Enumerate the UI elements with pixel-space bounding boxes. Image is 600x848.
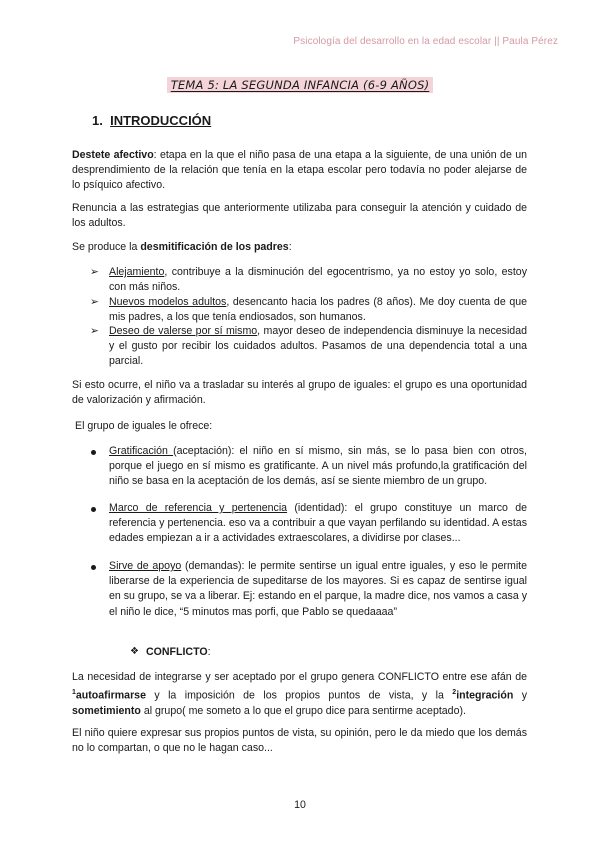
dot-item-term: Sirve de apoyo [109, 560, 182, 572]
running-header: Psicología del desarrollo en la edad escolar || Paula Pérez [293, 36, 558, 47]
title-container [0, 76, 600, 94]
arrow-bullet-icon: ➢ [90, 325, 99, 337]
term-autoafirmarse: autoafirmarse [75, 689, 146, 702]
bullet-dot-icon [91, 450, 96, 455]
term-desmitificacion: desmitificación de los padres [140, 241, 289, 253]
section-heading [92, 113, 211, 128]
arrow-bullet-icon: ➢ [90, 296, 99, 308]
arrow-item-deseo [109, 324, 527, 370]
arrow-item-term: Deseo de valerse por sí mismo [109, 325, 258, 337]
subheading-conflicto-text: CONFLICTO [146, 646, 208, 658]
p6-b: y la imposición de los propios puntos de vista, y la [145, 689, 453, 702]
arrow-item-term: Nuevos modelos adultos [109, 296, 227, 308]
paragraph-conflicto [72, 670, 527, 719]
arrow-item-alejamiento [109, 265, 527, 295]
subheading-conflicto [146, 645, 211, 660]
p3-pre: Se produce la [72, 241, 141, 253]
term-destete: Destete afectivo [72, 149, 154, 161]
section-title: INTRODUCCIÓN [110, 113, 212, 128]
dot-item-term: Marco de referencia y pertenencia [109, 502, 288, 514]
arrow-item-nuevos-modelos [109, 295, 527, 325]
paragraph-grupo-ofrece: El grupo de iguales le ofrece: [75, 420, 213, 432]
p6-c: y [513, 689, 527, 702]
dot-item-text: (identidad): el grupo constituye un marco de referencia y pertenencia. eso va a contribuir a que vayan perfilando su identidad. A estas edades empiezan a ir a actividades extraescolares, a dividirse por clases... [109, 502, 528, 545]
footnote-marker-2: 2 [452, 689, 457, 697]
dot-item-term: Gratificación [109, 445, 174, 457]
p6-a: La necesidad de integrarse y ser aceptado por el grupo genera CONFLICTO entre ese afán de [72, 671, 527, 683]
paragraph-expresar: El niño quiere expresar sus propios puntos de vista, su opinión, pero le da miedo que los demás no lo compartan, o que no le hagan caso... [72, 727, 527, 755]
dot-item-text: (demandas): le permite sentirse un igual entre iguales, y eso le permite liberarse de la experiencia de supeditarse de los mayores. Si es capaz de sentirse igual en su grupo, se va a liberar. Ej: estando en el parque, la madre dice, nos vamos a casa y el niño le dice, “5 minutos mas porfi, que Pablo se quedaaaa” [109, 560, 528, 618]
term-sometimiento: sometimiento [72, 704, 141, 717]
paragraph-renuncia: Renuncia a las estrategias que anteriormente utilizaba para conseguir la atención y cuidado de los adultos. [72, 202, 527, 230]
arrow-bullet-icon: ➢ [90, 266, 99, 278]
p6-d: al grupo( me someto a lo que el grupo dice para sentirme aceptado). [140, 704, 466, 717]
p3-post: : [288, 241, 292, 253]
paragraph-desmitificacion [72, 240, 527, 255]
section-number: 1. [92, 113, 103, 128]
paragraph-destete-text: : etapa en la que el niño pasa de una etapa a la siguiente, de una unión de un desprendimiento de la relación que tenía en la etapa escolar pero todavía no poder alejarse de lo psíquico afectivo. [72, 149, 527, 192]
footnote-marker-1: 1 [72, 689, 76, 697]
dot-item-apoyo [109, 559, 527, 620]
dot-item-gratificacion [109, 444, 527, 490]
arrow-item-text: , desencanto hacia los padres (8 años). Me doy cuenta de que mis padres, a los que tenía endiosados, son humanos. [109, 296, 527, 324]
paragraph-grupo-iguales: Si esto ocurre, el niño va a trasladar su interés al grupo de iguales: el grupo es una oportunidad de valorización y afirmación. [72, 379, 527, 407]
page-number: 10 [294, 799, 306, 811]
term-integracion: integración [456, 689, 514, 702]
paragraph-destete [72, 148, 527, 194]
bullet-dot-icon [91, 507, 96, 512]
dot-item-marco [109, 501, 527, 547]
arrow-item-text: , mayor deseo de independencia disminuye la necesidad y el gusto por recibir los cuidados adultos. Pasamos de una dependencia total a una parcial. [109, 325, 527, 368]
bullet-dot-icon [91, 565, 96, 570]
chapter-title: TEMA 5: LA SEGUNDA INFANCIA (6-9 AÑOS) [167, 77, 434, 93]
subheading-colon: : [207, 646, 211, 658]
diamond-bullet-icon: ❖ [130, 646, 139, 657]
arrow-item-text: , contribuye a la disminución del egocentrismo, ya no estoy yo solo, estoy con más niños. [109, 266, 527, 294]
dot-item-text: (aceptación): el niño en sí mismo, sin más, se lo pasa bien con otros, porque el juego en sí mismo es gratificante. A un nivel más profundo,la gratificación del niño se basa en la aceptación de los demás, así se siente miembro de un grupo. [109, 445, 527, 488]
arrow-item-term: Alejamiento [109, 266, 165, 278]
